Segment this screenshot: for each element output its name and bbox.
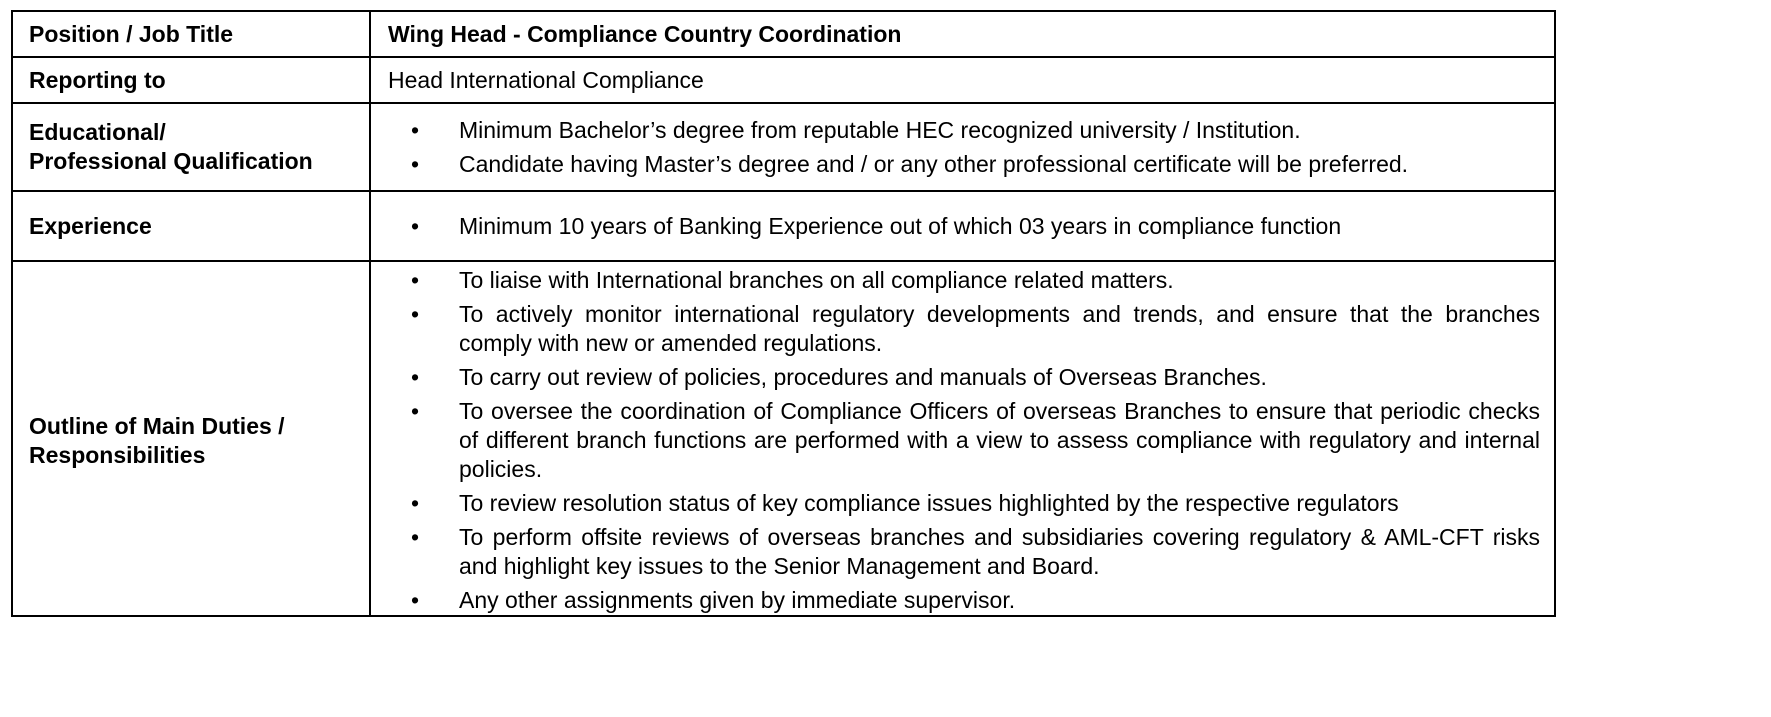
duty-item: • To liaise with International branches on all compliance related matters. — [388, 266, 1540, 295]
job-description-table — [11, 10, 1556, 617]
duties-label — [12, 261, 370, 616]
row-experience — [12, 191, 1555, 261]
duties-value — [370, 261, 1555, 616]
experience-value — [370, 191, 1555, 261]
bullet-icon: • — [410, 150, 420, 177]
duty-item: • To review resolution status of key compliance issues highlighted by the respective regulators — [388, 489, 1540, 518]
education-label-line1: Educational/ — [29, 119, 166, 145]
duty-item: • To carry out review of policies, procedures and manuals of Overseas Branches. — [388, 363, 1540, 392]
position-value: Wing Head - Compliance Country Coordination — [370, 11, 1555, 57]
bullet-icon: • — [410, 524, 420, 550]
bullet-icon: • — [410, 267, 420, 293]
row-position — [12, 11, 1555, 57]
reporting-value: Head International Compliance — [370, 57, 1555, 103]
reporting-label: Reporting to — [12, 57, 370, 103]
row-education — [12, 103, 1555, 191]
duty-item: • To perform offsite reviews of overseas branches and subsidiaries covering regulatory & AML-CFT risks and highlight key issues to the Senior Management and Board. — [388, 523, 1540, 581]
duty-item: • To actively monitor international regulatory developments and trends, and ensure that the branches comply with new or amended regulations. — [388, 300, 1540, 358]
duty-item: • To oversee the coordination of Compliance Officers of overseas Branches to ensure that periodic checks of different branch functions are performed with a view to assess compliance with regulatory and internal policies. — [388, 397, 1540, 484]
education-label — [12, 103, 370, 191]
education-value — [370, 103, 1555, 191]
duties-list — [388, 266, 1540, 615]
bullet-icon: • — [410, 490, 420, 516]
bullet-icon: • — [410, 364, 420, 390]
bullet-icon: • — [410, 212, 420, 239]
education-item: • Candidate having Master’s degree and / or any other professional certificate will be preferred. — [388, 150, 1540, 179]
duties-label-line1: Outline of Main Duties / — [29, 412, 285, 439]
row-reporting — [12, 57, 1555, 103]
duties-label-line2: Responsibilities — [29, 441, 206, 468]
bullet-icon: • — [410, 116, 420, 143]
position-label: Position / Job Title — [12, 11, 370, 57]
experience-list — [388, 212, 1540, 241]
education-list — [388, 116, 1540, 179]
duty-item: • Any other assignments given by immediate supervisor. — [388, 586, 1540, 615]
experience-label: Experience — [12, 191, 370, 261]
row-duties — [12, 261, 1555, 616]
bullet-icon: • — [410, 587, 420, 613]
education-item: • Minimum Bachelor’s degree from reputable HEC recognized university / Institution. — [388, 116, 1540, 145]
education-label-line2: Professional Qualification — [29, 148, 313, 174]
experience-item: • Minimum 10 years of Banking Experience out of which 03 years in compliance function — [388, 212, 1540, 241]
bullet-icon: • — [410, 398, 420, 424]
bullet-icon: • — [410, 301, 420, 327]
